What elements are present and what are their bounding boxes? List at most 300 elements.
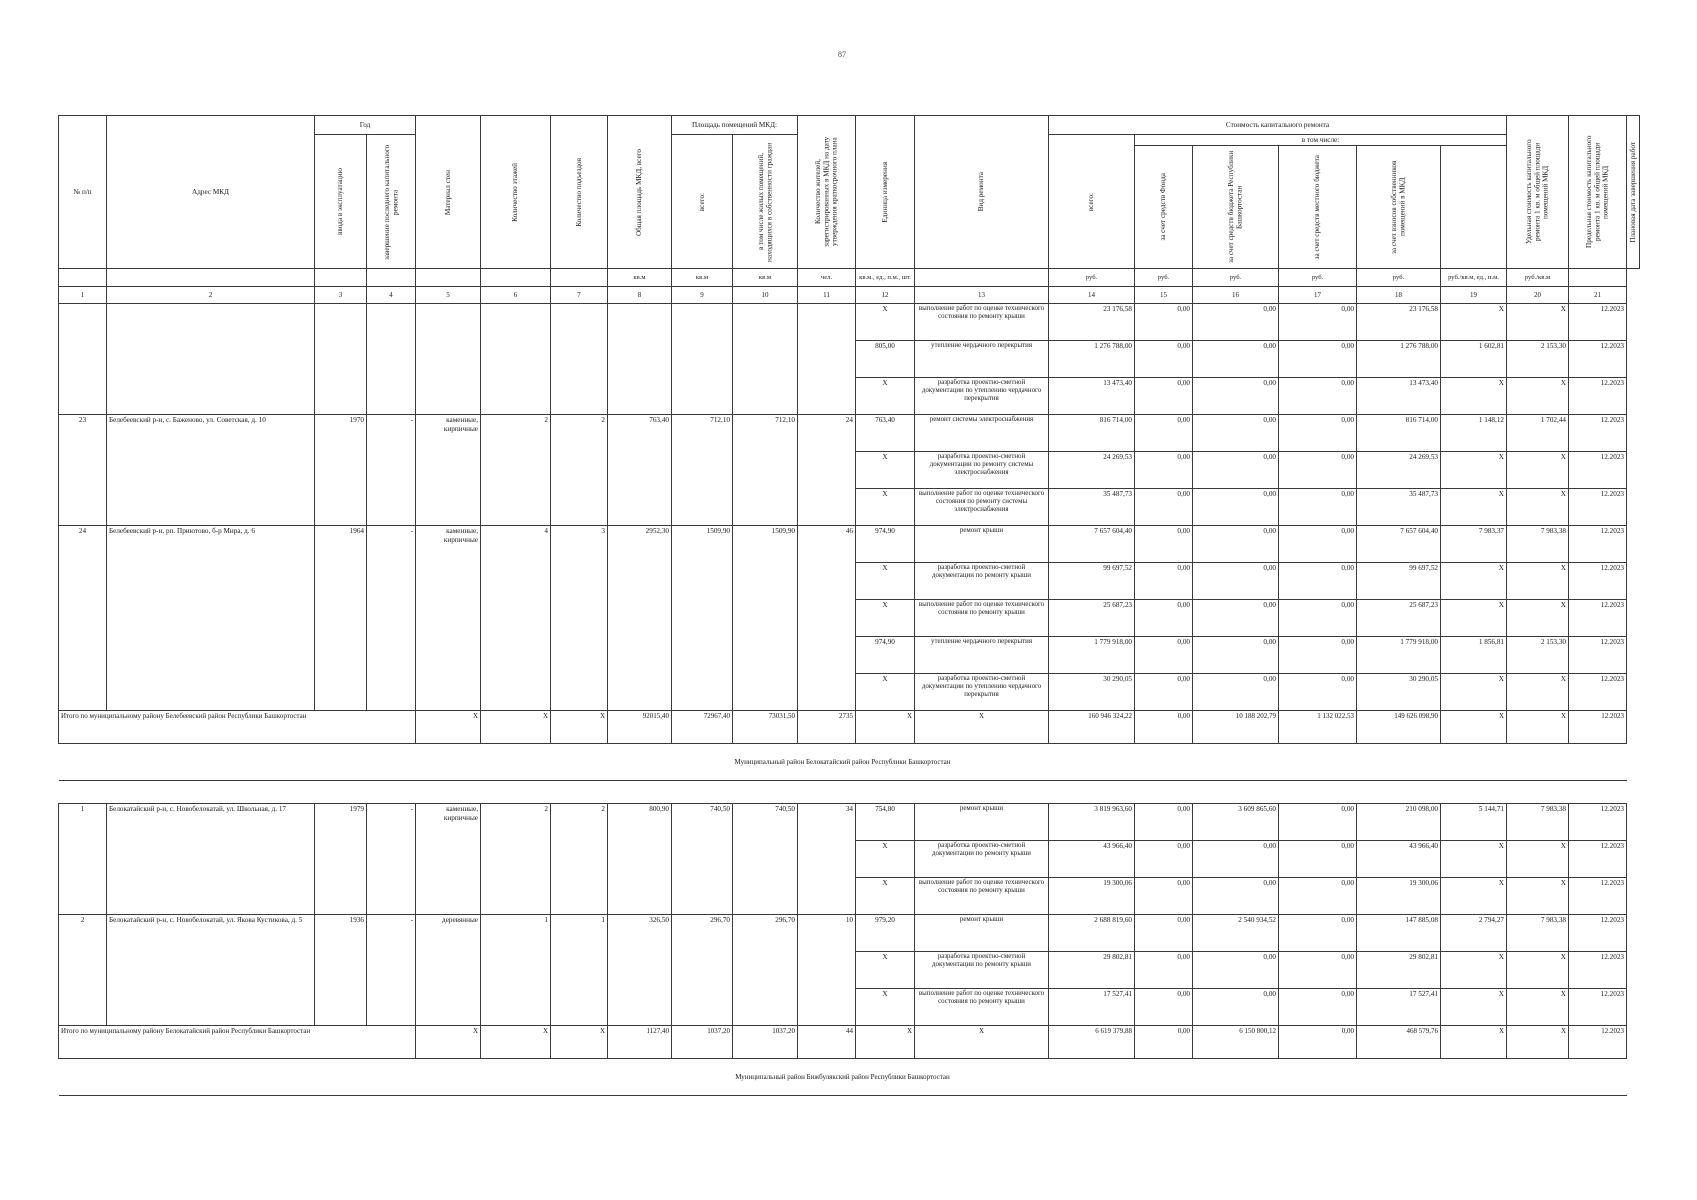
header-total-area: Общая площадь МКД, всего (608, 116, 672, 269)
cost-total: 1 276 788,00 (1049, 341, 1135, 378)
column-numbers-row (59, 287, 1640, 304)
cost-local: 0,00 (1279, 415, 1357, 452)
cost-total: 24 269,53 (1049, 452, 1135, 489)
column-number: 15 (1135, 287, 1193, 304)
unit-cell: руб. (1193, 269, 1279, 287)
floors-count: 2 (481, 415, 551, 526)
header-no: № п/п (59, 116, 107, 269)
total-unit: X (856, 1026, 915, 1059)
total-ucost: X (1441, 711, 1507, 744)
unit-cell (1569, 269, 1627, 287)
cost-total: 1 779 918,00 (1049, 637, 1135, 674)
cost-total: 30 290,05 (1049, 674, 1135, 711)
unit-cell (315, 269, 367, 287)
cost-rb: 0,00 (1193, 674, 1279, 711)
header-wall: Материал стен (416, 116, 481, 269)
house-row (59, 915, 1640, 952)
unit-value: X (856, 674, 915, 711)
cost-rb: 0,00 (1193, 600, 1279, 637)
cost-fund: 0,00 (1135, 804, 1193, 841)
total-residents: 2735 (798, 711, 856, 744)
cost-local: 0,00 (1279, 452, 1357, 489)
cost-rb: 0,00 (1193, 526, 1279, 563)
district-total-row (59, 1026, 1640, 1059)
limit-cost: X (1507, 878, 1569, 915)
floors-count: 1 (481, 915, 551, 1026)
header-entrances: Количество подъездов (551, 116, 608, 269)
unit-cell: руб. (1135, 269, 1193, 287)
plan-date: 12.2023 (1569, 378, 1627, 415)
work-type: разработка проектно-сметной документации по ремонту крыши (915, 563, 1049, 600)
cost-owners: 30 290,05 (1357, 674, 1441, 711)
cost-total: 7 657 604,40 (1049, 526, 1135, 563)
plan-date: 12.2023 (1569, 304, 1627, 341)
total-area: 800,90 (608, 804, 672, 915)
column-number: 17 (1279, 287, 1357, 304)
total-entrances: X (551, 1026, 608, 1059)
total-area: 326,50 (608, 915, 672, 1026)
empty-cell (798, 304, 856, 415)
unit-cost: 2 794,27 (1441, 915, 1507, 952)
cost-rb: 0,00 (1193, 415, 1279, 452)
unit-cost: 1 602,81 (1441, 341, 1507, 378)
units-row (59, 269, 1640, 287)
total-premises: 72967,40 (672, 711, 733, 744)
unit-value: X (856, 878, 915, 915)
column-number: 20 (1507, 287, 1569, 304)
unit-value: X (856, 452, 915, 489)
unit-cost: X (1441, 674, 1507, 711)
header-cost-total: всего: (1049, 135, 1135, 269)
plan-date: 12.2023 (1569, 563, 1627, 600)
cost-owners: 23 176,58 (1357, 304, 1441, 341)
cost-fund: 0,00 (1135, 489, 1193, 526)
row-number: 2 (59, 915, 107, 1026)
table-row (59, 304, 1640, 341)
cost-owners: 1 276 788,00 (1357, 341, 1441, 378)
cost-fund: 0,00 (1135, 415, 1193, 452)
header-cost-owners: за счет взносов собственников помещений в МКД (1357, 146, 1441, 269)
unit-cell (367, 269, 416, 287)
cost-fund: 0,00 (1135, 674, 1193, 711)
district-heading: Муниципальный район Бижбулякский район Республики Башкортостан (59, 1059, 1627, 1096)
total-fund: 0,00 (1135, 711, 1193, 744)
work-type: разработка проектно-сметной документации по ремонту системы электроснабжения (915, 452, 1049, 489)
total-rb: 6 150 800,12 (1193, 1026, 1279, 1059)
total-label: Итого по муниципальному району Белокатайский район Республики Башкортостан (59, 1026, 416, 1059)
column-number: 21 (1569, 287, 1627, 304)
plan-date: 12.2023 (1569, 841, 1627, 878)
total-premises-paid: 73031,50 (733, 711, 798, 744)
limit-cost: X (1507, 989, 1569, 1026)
row-number: 23 (59, 415, 107, 526)
total-unit: X (856, 711, 915, 744)
unit-value: 805,00 (856, 341, 915, 378)
entrances-count: 3 (551, 526, 608, 711)
header-limit-cost: Предельная стоимость капитального ремонта 1 кв. м общей площади помещений МКД (1569, 116, 1627, 269)
cost-local: 0,00 (1279, 952, 1357, 989)
total-total: 160 946 324,22 (1049, 711, 1135, 744)
residents-count: 24 (798, 415, 856, 526)
total-local: 1 132 022,53 (1279, 711, 1357, 744)
cost-owners: 99 697,52 (1357, 563, 1441, 600)
house-address: Белокатайский р-н, с. Новобелокатай, ул. Якова Кустикова, д. 5 (107, 915, 315, 1026)
premises-area: 712,10 (672, 415, 733, 526)
unit-value: X (856, 841, 915, 878)
cost-fund: 0,00 (1135, 841, 1193, 878)
total-work: X (915, 711, 1049, 744)
empty-cell (367, 304, 416, 415)
header-year-group: Год (315, 116, 416, 135)
cost-local: 0,00 (1279, 915, 1357, 952)
unit-value: 763,40 (856, 415, 915, 452)
unit-cost: 5 144,71 (1441, 804, 1507, 841)
header-premises-paid: в том числе жилых помещений, находящихся в собственности граждан (733, 135, 798, 269)
limit-cost: X (1507, 304, 1569, 341)
column-number: 1 (59, 287, 107, 304)
year-commission: 1970 (315, 415, 367, 526)
cost-fund: 0,00 (1135, 378, 1193, 415)
cost-total: 35 487,73 (1049, 489, 1135, 526)
cost-total: 29 802,81 (1049, 952, 1135, 989)
district-total-row (59, 711, 1640, 744)
plan-date: 12.2023 (1569, 674, 1627, 711)
column-number: 12 (856, 287, 915, 304)
limit-cost: 7 983,38 (1507, 804, 1569, 841)
plan-date: 12.2023 (1569, 804, 1627, 841)
column-number: 7 (551, 287, 608, 304)
plan-date: 12.2023 (1569, 415, 1627, 452)
limit-cost: 7 983,38 (1507, 526, 1569, 563)
district-heading-row (59, 1059, 1640, 1096)
header-incl: в том числе: (1135, 135, 1507, 146)
column-number: 8 (608, 287, 672, 304)
cost-owners: 19 300,06 (1357, 878, 1441, 915)
unit-cost: 1 856,81 (1441, 637, 1507, 674)
entrances-count: 1 (551, 915, 608, 1026)
plan-date: 12.2023 (1569, 452, 1627, 489)
unit-value: 754,80 (856, 804, 915, 841)
total-entrances: X (551, 711, 608, 744)
cost-total: 43 966,40 (1049, 841, 1135, 878)
residents-count: 46 (798, 526, 856, 711)
work-type: ремонт крыши (915, 915, 1049, 952)
cost-local: 0,00 (1279, 341, 1357, 378)
year-commission: 1979 (315, 804, 367, 915)
unit-cost: X (1441, 841, 1507, 878)
cost-rb: 0,00 (1193, 637, 1279, 674)
wall-material: деревянные (416, 915, 481, 1026)
unit-value: 979,20 (856, 915, 915, 952)
unit-value: X (856, 989, 915, 1026)
cost-owners: 35 487,73 (1357, 489, 1441, 526)
cost-fund: 0,00 (1135, 452, 1193, 489)
house-row (59, 804, 1640, 841)
work-type: разработка проектно-сметной документации по утеплению чердачного перекрытия (915, 674, 1049, 711)
work-type: выполнение работ по оценке технического состояния по ремонту крыши (915, 600, 1049, 637)
total-premises-paid: 1037,20 (733, 1026, 798, 1059)
cost-local: 0,00 (1279, 637, 1357, 674)
total-work: X (915, 1026, 1049, 1059)
cost-fund: 0,00 (1135, 600, 1193, 637)
cost-owners: 1 779 918,00 (1357, 637, 1441, 674)
premises-paid-area: 712,10 (733, 415, 798, 526)
cost-rb: 0,00 (1193, 378, 1279, 415)
plan-date: 12.2023 (1569, 915, 1627, 952)
cost-fund: 0,00 (1135, 915, 1193, 952)
cost-rb: 0,00 (1193, 489, 1279, 526)
plan-date: 12.2023 (1569, 489, 1627, 526)
header-premises-all: всего: (672, 135, 733, 269)
column-number: 13 (915, 287, 1049, 304)
header-premises-group: Площадь помещений МКД: (672, 116, 798, 135)
limit-cost: 1 702,44 (1507, 415, 1569, 452)
cost-fund: 0,00 (1135, 563, 1193, 600)
cost-local: 0,00 (1279, 489, 1357, 526)
empty-cell (672, 304, 733, 415)
capital-repair-table-sheet (58, 115, 1640, 1096)
limit-cost: X (1507, 489, 1569, 526)
work-type: выполнение работ по оценке технического состояния по ремонту системы электроснабжения (915, 489, 1049, 526)
limit-cost: X (1507, 841, 1569, 878)
total-owners: 149 626 098,90 (1357, 711, 1441, 744)
total-area: 2952,30 (608, 526, 672, 711)
unit-cost: 7 983,37 (1441, 526, 1507, 563)
header-cost-group: Стоимость капитального ремонта (1049, 116, 1507, 135)
header-floors: Количество этажей (481, 116, 551, 269)
unit-cost: X (1441, 952, 1507, 989)
page-number: 87 (838, 50, 846, 59)
header-cost-fund: за счет средств Фонда (1135, 146, 1193, 269)
premises-paid-area: 740,50 (733, 804, 798, 915)
cost-rb: 0,00 (1193, 989, 1279, 1026)
floors-count: 4 (481, 526, 551, 711)
cost-fund: 0,00 (1135, 989, 1193, 1026)
cost-fund: 0,00 (1135, 878, 1193, 915)
wall-material: каменные, кирпичные (416, 804, 481, 915)
limit-cost: X (1507, 452, 1569, 489)
unit-cost: X (1441, 378, 1507, 415)
cost-total: 25 687,23 (1049, 600, 1135, 637)
cost-local: 0,00 (1279, 841, 1357, 878)
cost-local: 0,00 (1279, 378, 1357, 415)
header-plan-date: Плановая дата завершения работ (1627, 116, 1640, 269)
plan-date: 12.2023 (1569, 600, 1627, 637)
header-work: Вид ремонта (915, 116, 1049, 269)
header-residents: Количество жителей, зарегистрированных в МКД на дату утверждения краткосрочного плана (798, 116, 856, 269)
cost-total: 99 697,52 (1049, 563, 1135, 600)
column-number: 18 (1357, 287, 1441, 304)
total-residents: 44 (798, 1026, 856, 1059)
year-last-repair: - (367, 915, 416, 1026)
entrances-count: 2 (551, 804, 608, 915)
cost-local: 0,00 (1279, 304, 1357, 341)
spacer-row (59, 781, 1640, 804)
total-ucost: X (1441, 1026, 1507, 1059)
total-label: Итого по муниципальному району Белебеевский район Республики Башкортостан (59, 711, 416, 744)
cost-fund: 0,00 (1135, 526, 1193, 563)
total-total: 6 619 379,88 (1049, 1026, 1135, 1059)
unit-value: X (856, 952, 915, 989)
unit-cell: руб./кв.м, ед., п.м. (1441, 269, 1507, 287)
unit-cell (59, 269, 107, 287)
unit-cost: X (1441, 452, 1507, 489)
work-type: выполнение работ по оценке технического состояния по ремонту крыши (915, 989, 1049, 1026)
limit-cost: 2 153,30 (1507, 637, 1569, 674)
column-number: 3 (315, 287, 367, 304)
column-number: 11 (798, 287, 856, 304)
cost-rb: 0,00 (1193, 878, 1279, 915)
work-type: утепление чердачного перекрытия (915, 637, 1049, 674)
cost-total: 816 714,00 (1049, 415, 1135, 452)
empty-cell (59, 304, 107, 415)
total-lcost: X (1507, 1026, 1569, 1059)
unit-cell (481, 269, 551, 287)
work-type: ремонт крыши (915, 526, 1049, 563)
cost-local: 0,00 (1279, 526, 1357, 563)
plan-date: 12.2023 (1569, 341, 1627, 378)
column-number: 10 (733, 287, 798, 304)
empty-cell (107, 304, 315, 415)
work-type: утепление чердачного перекрытия (915, 341, 1049, 378)
cost-owners: 7 657 604,40 (1357, 526, 1441, 563)
plan-date: 12.2023 (1569, 989, 1627, 1026)
work-type: разработка проектно-сметной документации по утеплению чердачного перекрытия (915, 378, 1049, 415)
work-type: разработка проектно-сметной документации по ремонту крыши (915, 952, 1049, 989)
house-address: Белебеевский р-н, с. Баженово, ул. Советская, д. 10 (107, 415, 315, 526)
cost-rb: 2 540 934,52 (1193, 915, 1279, 952)
year-last-repair: - (367, 526, 416, 711)
limit-cost: 7 983,38 (1507, 915, 1569, 952)
unit-cell: руб. (1279, 269, 1357, 287)
cost-rb: 0,00 (1193, 304, 1279, 341)
cost-rb: 0,00 (1193, 563, 1279, 600)
house-row (59, 415, 1640, 452)
total-area: 92015,40 (608, 711, 672, 744)
total-floors: X (481, 711, 551, 744)
cost-local: 0,00 (1279, 804, 1357, 841)
header-unit: Единица измерения (856, 116, 915, 269)
cost-rb: 0,00 (1193, 952, 1279, 989)
total-wall: X (416, 711, 481, 744)
unit-cell: руб./кв.м (1507, 269, 1569, 287)
empty-cell (481, 304, 551, 415)
unit-cell: кв.м (608, 269, 672, 287)
header-cost-rb: за счет средств бюджета Республики Башкортостан (1193, 146, 1279, 269)
plan-date: 12.2023 (1569, 637, 1627, 674)
total-date: 12.2023 (1569, 1026, 1627, 1059)
total-owners: 468 579,76 (1357, 1026, 1441, 1059)
unit-value: X (856, 600, 915, 637)
premises-area: 1509,90 (672, 526, 733, 711)
unit-cell: руб. (1049, 269, 1135, 287)
unit-cell: кв.м (733, 269, 798, 287)
column-number: 4 (367, 287, 416, 304)
total-floors: X (481, 1026, 551, 1059)
house-address: Белебеевский р-н, рп. Приютово, б-р Мира, д. 6 (107, 526, 315, 711)
unit-cell (107, 269, 315, 287)
header-unit-cost: Удельная стоимость капитального ремонта 1 кв. м общей площади помещений МКД (1507, 116, 1569, 269)
limit-cost: X (1507, 563, 1569, 600)
floors-count: 2 (481, 804, 551, 915)
header-year-last-repair: завершение последнего капитального ремонта (367, 135, 416, 269)
plan-date: 12.2023 (1569, 878, 1627, 915)
unit-cost: X (1441, 563, 1507, 600)
cost-total: 19 300,06 (1049, 878, 1135, 915)
limit-cost: X (1507, 952, 1569, 989)
plan-date: 12.2023 (1569, 952, 1627, 989)
cost-total: 3 819 963,60 (1049, 804, 1135, 841)
column-number: 6 (481, 287, 551, 304)
cost-total: 17 527,41 (1049, 989, 1135, 1026)
unit-value: X (856, 563, 915, 600)
cost-fund: 0,00 (1135, 637, 1193, 674)
limit-cost: X (1507, 674, 1569, 711)
table-body (59, 304, 1640, 1096)
header-year-commission: ввода в эксплуатацию (315, 135, 367, 269)
wall-material: каменные, кирпичные (416, 526, 481, 711)
work-type: разработка проектно-сметной документации по ремонту крыши (915, 841, 1049, 878)
unit-cost: X (1441, 600, 1507, 637)
empty-cell (315, 304, 367, 415)
cost-total: 23 176,58 (1049, 304, 1135, 341)
total-area: 763,40 (608, 415, 672, 526)
unit-cost: X (1441, 989, 1507, 1026)
year-last-repair: - (367, 804, 416, 915)
unit-value: 974,90 (856, 526, 915, 563)
empty-cell (608, 304, 672, 415)
cost-total: 13 473,40 (1049, 378, 1135, 415)
premises-paid-area: 1509,90 (733, 526, 798, 711)
work-type: ремонт крыши (915, 804, 1049, 841)
spacer-cell (59, 781, 1627, 804)
district-heading: Муниципальный район Белокатайский район Республики Башкортостан (59, 744, 1627, 781)
cost-rb: 0,00 (1193, 341, 1279, 378)
work-type: выполнение работ по оценке технического состояния по ремонту крыши (915, 878, 1049, 915)
cost-owners: 43 966,40 (1357, 841, 1441, 878)
cost-owners: 816 714,00 (1357, 415, 1441, 452)
unit-value: X (856, 378, 915, 415)
cost-local: 0,00 (1279, 563, 1357, 600)
cost-fund: 0,00 (1135, 341, 1193, 378)
total-date: 12.2023 (1569, 711, 1627, 744)
limit-cost: X (1507, 378, 1569, 415)
entrances-count: 2 (551, 415, 608, 526)
cost-owners: 210 098,00 (1357, 804, 1441, 841)
total-lcost: X (1507, 711, 1569, 744)
year-commission: 1936 (315, 915, 367, 1026)
empty-cell (733, 304, 798, 415)
cost-fund: 0,00 (1135, 952, 1193, 989)
total-wall: X (416, 1026, 481, 1059)
cost-rb: 3 609 865,60 (1193, 804, 1279, 841)
cost-fund: 0,00 (1135, 304, 1193, 341)
unit-cell (416, 269, 481, 287)
house-row (59, 526, 1640, 563)
cost-owners: 13 473,40 (1357, 378, 1441, 415)
work-type: выполнение работ по оценке технического состояния по ремонту крыши (915, 304, 1049, 341)
house-address: Белокатайский р-н, с. Новобелокатай, ул. Школьная, д. 17 (107, 804, 315, 915)
residents-count: 10 (798, 915, 856, 1026)
work-type: ремонт системы электроснабжения (915, 415, 1049, 452)
row-number: 24 (59, 526, 107, 711)
header-cost-local: за счет средств местного бюджета (1279, 146, 1357, 269)
cost-total: 2 688 819,60 (1049, 915, 1135, 952)
cost-rb: 0,00 (1193, 452, 1279, 489)
unit-cell: руб. (1357, 269, 1441, 287)
wall-material: каменные, кирпичные (416, 415, 481, 526)
cost-local: 0,00 (1279, 878, 1357, 915)
